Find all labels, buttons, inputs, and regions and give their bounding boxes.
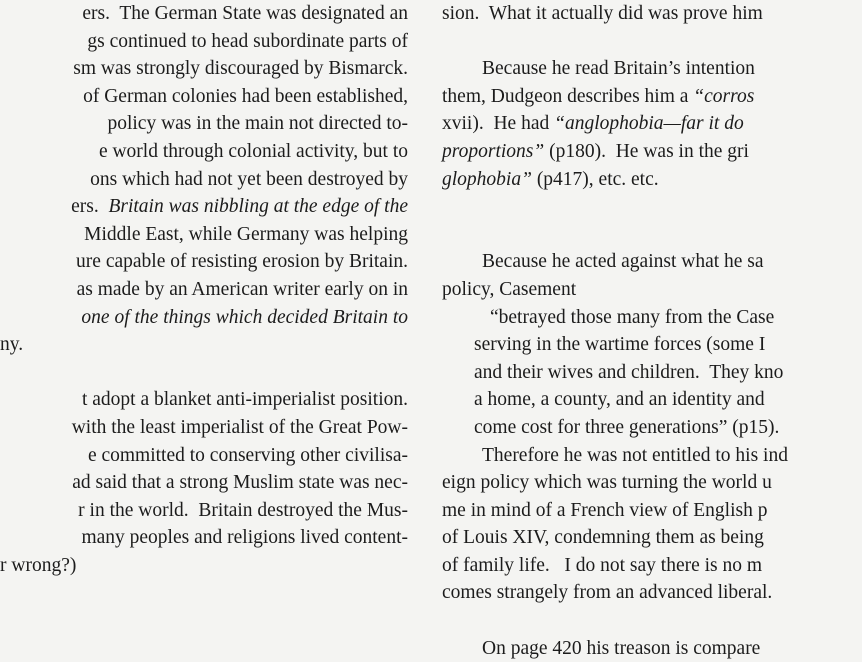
text-line bbox=[0, 193, 408, 221]
text-line: e world through colonial activity, but to bbox=[98, 140, 408, 162]
italic-fragment: one of the things which decided Britain to bbox=[81, 306, 408, 328]
text-line: comes strangely from an advanced liberal. bbox=[442, 582, 773, 604]
text-line: with the least imperialist of the Great Pow- bbox=[71, 416, 408, 438]
text-line: ad said that a strong Muslim state was nec- bbox=[72, 472, 408, 494]
text-line bbox=[0, 304, 408, 332]
paragraph-gap bbox=[442, 221, 862, 249]
text-line: me in mind of a French view of English p bbox=[442, 499, 768, 521]
text-line: gs continued to head subordinate parts of bbox=[87, 30, 408, 52]
text-line: Because he read Britain’s intention bbox=[482, 58, 755, 80]
text-line: sm was strongly discouraged by Bismarck. bbox=[73, 58, 408, 80]
italic-fragment: “anglophobia—far it do bbox=[554, 113, 744, 135]
text-line: sion. What it actually did was prove him bbox=[442, 3, 763, 24]
italic-fragment: proportions” bbox=[442, 140, 545, 162]
italic-fragment: “corros bbox=[693, 85, 755, 107]
text-line: as made by an American writer early on in bbox=[76, 278, 408, 300]
quote-line: serving in the wartime forces (some I bbox=[474, 334, 766, 356]
text-fragment: (p180). He was in the gri bbox=[544, 140, 749, 162]
paragraph-gap bbox=[442, 193, 862, 221]
right-column bbox=[442, 0, 862, 662]
text-line: r in the world. Britain destroyed the Mus- bbox=[78, 499, 408, 521]
text-line: many peoples and religions lived content- bbox=[81, 527, 408, 549]
italic-fragment: Britain was nibbling at the edge of the bbox=[108, 196, 408, 218]
text-line: of Louis XIV, condemning them as being bbox=[442, 527, 764, 549]
text-line: Therefore he was not entitled to his ind bbox=[482, 444, 788, 466]
text-line bbox=[442, 166, 862, 194]
text-fragment: ers. bbox=[71, 196, 109, 218]
paragraph-gap bbox=[0, 359, 408, 387]
text-line: On page 420 his treason is compare bbox=[482, 637, 761, 659]
text-line: of German colonies had been established, bbox=[83, 85, 408, 107]
text-line: of family life. I do not say there is no m bbox=[442, 554, 763, 576]
text-line bbox=[442, 138, 862, 166]
text-fragment: xvii). He had bbox=[442, 113, 555, 135]
text-line: r wrong?) bbox=[0, 554, 77, 576]
text-line: policy, Casement bbox=[442, 278, 577, 300]
text-fragment: (p417), etc. etc. bbox=[531, 168, 659, 190]
text-line: policy was in the main not directed to- bbox=[102, 113, 408, 135]
left-column bbox=[0, 0, 408, 579]
text-line: ons which had not yet been destroyed by bbox=[90, 168, 408, 190]
text-line bbox=[442, 83, 862, 111]
text-line: ers. The German State was designated an bbox=[82, 3, 408, 24]
text-line: eign policy which was turning the world u bbox=[442, 472, 772, 494]
text-line: t adopt a blanket anti-imperialist position. bbox=[81, 389, 408, 411]
italic-fragment: glophobia” bbox=[442, 168, 532, 190]
text-line: Middle East, while Germany was helping bbox=[79, 223, 408, 245]
quote-line: and their wives and children. They kno bbox=[474, 361, 784, 383]
text-line: ure capable of resisting erosion by Britain. bbox=[76, 251, 408, 273]
paragraph-gap bbox=[442, 28, 862, 56]
quote-line: “betrayed those many from the Case bbox=[490, 306, 775, 328]
text-line: e committed to conserving other civilisa- bbox=[87, 444, 408, 466]
quote-line: come cost for three generations” (p15). bbox=[474, 416, 780, 438]
paragraph-gap bbox=[442, 607, 862, 635]
text-line: Because he acted against what he sa bbox=[482, 251, 764, 273]
text-line bbox=[442, 110, 862, 138]
text-line: ny. bbox=[0, 334, 24, 356]
quote-line: a home, a county, and an identity and bbox=[474, 389, 765, 411]
text-fragment: them, Dudgeon describes him a bbox=[442, 85, 694, 107]
